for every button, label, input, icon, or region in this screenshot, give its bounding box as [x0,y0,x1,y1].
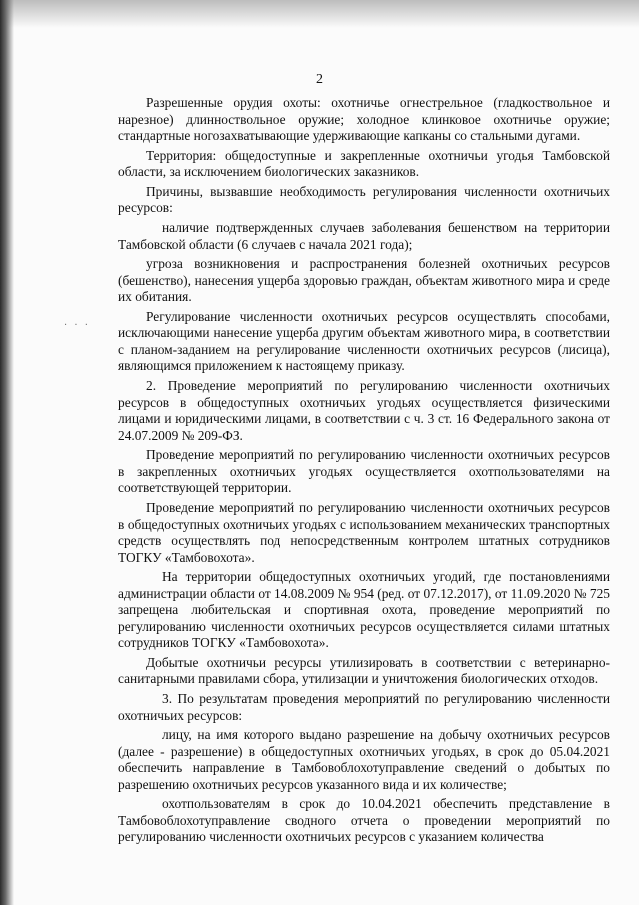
scan-edge-shadow [0,0,14,905]
paragraph-rabies-cases: наличие подтвержденных случаев заболевания бешенством на территории Тамбовской области (6 случаев с начала 2021 года); [118,220,610,252]
page-number: 2 [316,72,323,87]
paragraph-reasons-heading: Причины, вызвавшие необходимость регулирования численности охотничьих ресурсов: [118,183,610,216]
paragraph-prohibited-territory: На территории общедоступных охотничьих угодий, где постановлениями администрации области от 14.08.2009 № 954 (ред. от 07.12.2017), от 11.09.2020 № 725 запрещена любительская и спортивная охота, проведение мероприятий по регулированию численности охотничьих ресурсов осуществляется силами штатных сотрудников ТОГКУ «Тамбовохота». [118,569,610,651]
paragraph-mechanical-transport: Проведение мероприятий по регулированию численности охотничьих ресурсов в общедоступных охотничьих угодьях с использованием механических транспортных средств осуществлять под непосредственным контролем штатных сотрудников ТОГКУ «Тамбовохота». [118,500,610,565]
paragraph-section-2: 2. Проведение мероприятий по регулированию численности охотничьих ресурсов в общедоступных охотничьих угодьях осуществляется физическими лицами и юридическими лицами, в соответствии с ч. 3 ст. 16 Федерального закона от 24.07.2009 № 209-ФЗ. [118,378,610,443]
paragraph-territory: Территория: общедоступные и закрепленные охотничьи угодья Тамбовской области, за исключением биологических заказников. [118,147,610,180]
scan-top-shadow [0,0,639,28]
paragraph-assigned-grounds: Проведение мероприятий по регулированию численности охотничьих ресурсов в закрепленных охотничьих угодьях осуществляется охотпользователями на соответствующей территории. [118,447,610,496]
paragraph-permit-holder: лицу, на имя которого выдано разрешение на добычу охотничьих ресурсов (далее - разрешение) в общедоступных охотничьих угодьях, в срок до 05.04.2021 обеспечить направление в Тамбовоблохотуправление сведений о добытых по разрешению охотничьих ресурсов указанного вида и их количестве; [118,727,610,792]
paragraph-regulation-methods: Регулирование численности охотничьих ресурсов осуществлять способами, исключающими нанесение ущерба другим объектам животного мира, в соответствии с планом-заданием на регулирование численности охотничьих ресурсов (лисица), являющимся приложением к настоящему приказу. [118,308,610,374]
paragraph-disposal: Добытые охотничьи ресурсы утилизировать в соответствии с ветеринарно-санитарными правилами сбора, утилизации и уничтожения биологических отходов. [118,654,610,687]
document-body [118,95,610,849]
paragraph-hunting-users: охотпользователям в срок до 10.04.2021 обеспечить представление в Тамбовоблохотуправление сводного отчета о проведении мероприятий по регулированию численности охотничьих ресурсов с указанием количества [118,796,610,845]
paragraph-section-3: 3. По результатам проведения мероприятий по регулированию численности охотничьих ресурсов: [118,691,610,723]
paragraph-hunting-tools: Разрешенные орудия охоты: охотничье огнестрельное (гладкоствольное и нарезное) длинноствольное оружие; холодное клинковое охотничье оружие; стандартные ногозахватывающие удерживающие капканы со стальными дугами. [118,95,610,143]
paragraph-disease-threat: угроза возникновения и распространения болезней охотничьих ресурсов (бешенство), нанесения ущерба здоровью граждан, объектам животного мира и среде их обитания. [118,256,610,305]
scan-speckle: · · · [64,320,90,331]
